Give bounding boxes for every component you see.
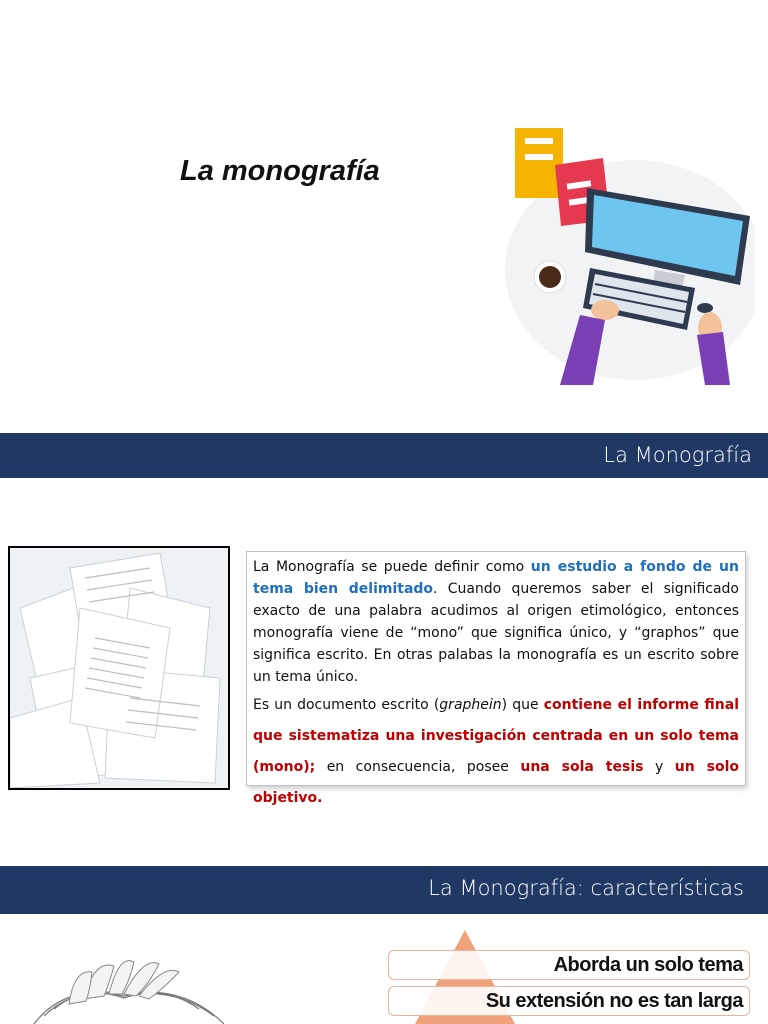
- definition-box: [246, 551, 746, 806]
- document-text-cont3: y: [643, 759, 675, 775]
- characteristic-item: Aborda un solo tema: [388, 950, 750, 980]
- coffee-cup-icon: [534, 261, 566, 293]
- section-header-bar: [0, 433, 768, 478]
- definition-paragraph: [253, 556, 739, 688]
- section-header-bar-2: [0, 866, 768, 914]
- objective-highlight: un solo objetivo.: [253, 759, 739, 806]
- report-highlight: contiene el informe final que sistematiza una investigación centrada en un solo tema (mono);: [253, 697, 739, 775]
- section-header-title: La Monografía: [603, 443, 752, 467]
- graphein-term: graphein: [439, 697, 502, 713]
- definition-text: La Monografía se puede definir como: [253, 559, 531, 575]
- computer-desk-illustration: [495, 120, 755, 385]
- document-text-cont: ) que: [501, 697, 544, 713]
- definition-highlight: un estudio a fondo de un tema bien delimitado: [253, 559, 739, 597]
- definition-text-cont: . Cuando queremos saber el significado exacto de una palabra acudimos al origen etimológico, entonces monografía viene de “mono” que significa único, y “graphos” que significa escrito. En otras palabas la monografía es un escrito sobre un tema único.: [253, 581, 739, 685]
- document-paragraph: [253, 690, 739, 814]
- section-header-title-2: La Monografía: características: [428, 876, 744, 900]
- slide-title: La monografía: [180, 155, 380, 187]
- document-text: Es un documento escrito (: [253, 697, 440, 713]
- thesis-highlight: una sola tesis: [520, 759, 644, 775]
- characteristic-item: Su extensión no es tan larga: [388, 986, 750, 1016]
- document-text-cont2: en consecuencia, posee: [315, 759, 521, 775]
- open-book-sketch: [24, 954, 240, 1024]
- papers-photo: [8, 546, 230, 790]
